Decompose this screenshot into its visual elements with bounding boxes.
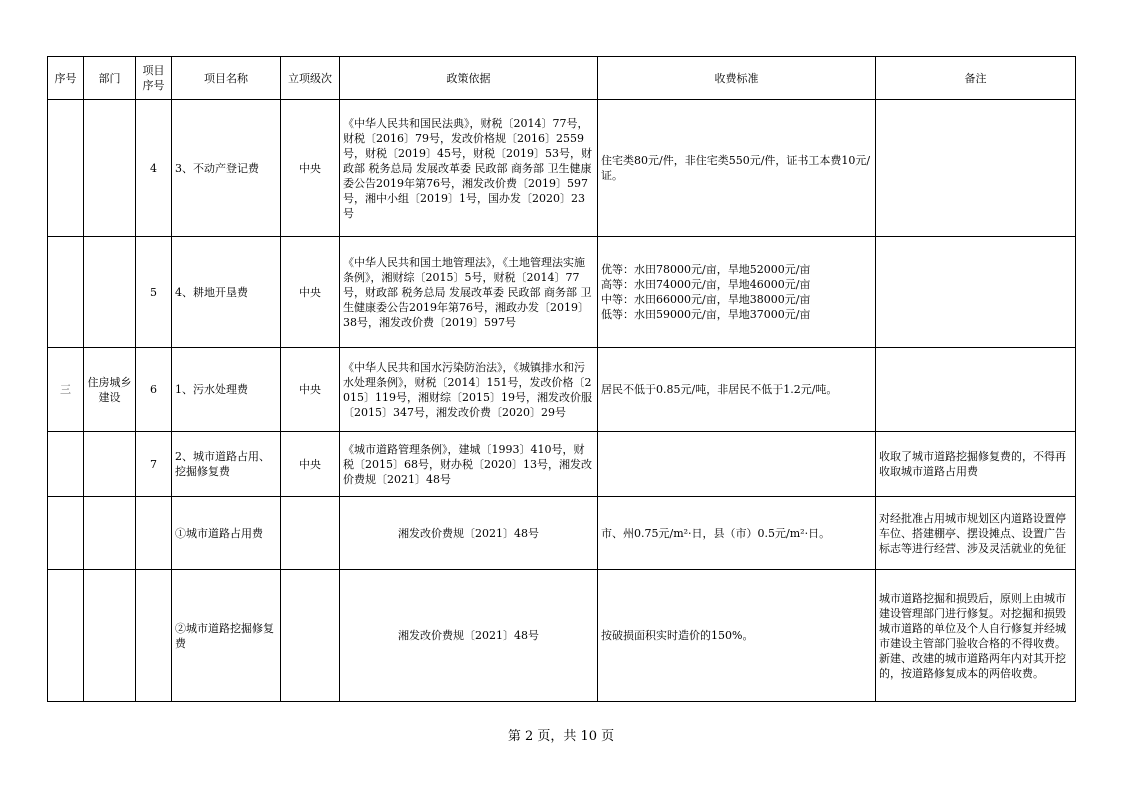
- cell-item-name: 1、污水处理费: [172, 348, 281, 432]
- cell-standard: 住宅类80元/件，非住宅类550元/件，证书工本费10元/证。: [598, 100, 876, 237]
- cell-policy: 《中华人民共和国民法典》，财税〔2014〕77号，财税〔2016〕79号，发改价格规〔2016〕2559号，财税〔2019〕45号，财税〔2019〕53号，财政部 税务总局 发展改革委 民政部 商务部 卫生健康委公告2019年第76号，湘发改价费〔2019〕597号，湘中小组〔2019〕1号，国办发〔2020〕23号: [340, 100, 598, 237]
- cell-remark: [876, 100, 1076, 237]
- standard-line: 优等：水田78000元/亩，旱地52000元/亩: [601, 263, 811, 276]
- table-row: [48, 497, 1076, 570]
- standard-line: 高等：水田74000元/亩，旱地46000元/亩: [601, 278, 811, 291]
- header-policy: 政策依据: [340, 57, 598, 100]
- cell-item-seq: [136, 497, 172, 570]
- cell-dept: [84, 100, 136, 237]
- cell-policy: 湘发改价费规〔2021〕48号: [340, 570, 598, 702]
- cell-remark: 城市道路挖掘和损毁后，原则上由城市建设管理部门进行修复。对挖掘和损毁城市道路的单位及个人自行修复并经城市建设主管部门验收合格的不得收费。新建、改建的城市道路两年内对其开挖的，按道路修复成本的两倍收费。: [876, 570, 1076, 702]
- cell-policy: 《中华人民共和国水污染防治法》，《城镇排水和污水处理条例》，财税〔2014〕151号，发改价格〔2015〕119号，湘财综〔2015〕19号，湘发改价服〔2015〕347号，湘发改价费〔2020〕29号: [340, 348, 598, 432]
- cell-level: 中央: [281, 348, 340, 432]
- cell-remark: 对经批准占用城市规划区内道路设置停车位、搭建棚亭、摆设摊点、设置广告标志等进行经营、涉及灵活就业的免征: [876, 497, 1076, 570]
- cell-standard: 按破损面积实时造价的150%。: [598, 570, 876, 702]
- cell-item-seq: [136, 570, 172, 702]
- cell-item-name: ②城市道路挖掘修复费: [172, 570, 281, 702]
- cell-remark: 收取了城市道路挖掘修复费的，不得再收取城市道路占用费: [876, 432, 1076, 497]
- cell-item-seq: 5: [136, 237, 172, 348]
- cell-standard: 居民不低于0.85元/吨，非居民不低于1.2元/吨。: [598, 348, 876, 432]
- cell-dept: [84, 570, 136, 702]
- cell-item-name: ①城市道路占用费: [172, 497, 281, 570]
- cell-seq: [48, 432, 84, 497]
- header-row: [48, 57, 1076, 100]
- cell-policy: 湘发改价费规〔2021〕48号: [340, 497, 598, 570]
- cell-level: 中央: [281, 432, 340, 497]
- page-footer: 第 2 页，共 10 页: [507, 729, 615, 744]
- cell-seq: [48, 237, 84, 348]
- fee-table: [47, 56, 1076, 702]
- header-level: 立项级次: [281, 57, 340, 100]
- cell-dept: 住房城乡建设: [84, 348, 136, 432]
- cell-dept: [84, 497, 136, 570]
- cell-item-name: 3、不动产登记费: [172, 100, 281, 237]
- table-row: [48, 100, 1076, 237]
- cell-level: 中央: [281, 237, 340, 348]
- header-remark: 备注: [876, 57, 1076, 100]
- cell-standard: [598, 237, 876, 348]
- header-item-name: 项目名称: [172, 57, 281, 100]
- table-row: [48, 348, 1076, 432]
- cell-level: [281, 497, 340, 570]
- cell-policy: 《城市道路管理条例》，建城〔1993〕410号，财税〔2015〕68号，财办税〔2020〕13号，湘发改价费规〔2021〕48号: [340, 432, 598, 497]
- header-standard: 收费标准: [598, 57, 876, 100]
- cell-item-seq: 7: [136, 432, 172, 497]
- cell-seq: [48, 497, 84, 570]
- cell-seq: [48, 100, 84, 237]
- cell-seq: 三: [48, 348, 84, 432]
- header-item-seq: 项目序号: [136, 57, 172, 100]
- cell-remark: [876, 348, 1076, 432]
- table-row: [48, 432, 1076, 497]
- cell-level: 中央: [281, 100, 340, 237]
- cell-item-seq: 6: [136, 348, 172, 432]
- header-seq: 序号: [48, 57, 84, 100]
- cell-dept: [84, 432, 136, 497]
- table-row: [48, 237, 1076, 348]
- cell-item-seq: 4: [136, 100, 172, 237]
- cell-standard: [598, 432, 876, 497]
- header-dept: 部门: [84, 57, 136, 100]
- cell-seq: [48, 570, 84, 702]
- cell-item-name: 2、城市道路占用、挖掘修复费: [172, 432, 281, 497]
- cell-policy: 《中华人民共和国土地管理法》，《土地管理法实施条例》，湘财综〔2015〕5号，财税〔2014〕77号，财政部 税务总局 发展改革委 民政部 商务部 卫生健康委公告2019年第76号，湘政办发〔2019〕38号，湘发改价费〔2019〕597号: [340, 237, 598, 348]
- standard-line: 中等：水田66000元/亩，旱地38000元/亩: [601, 293, 811, 306]
- cell-level: [281, 570, 340, 702]
- table-row: [48, 570, 1076, 702]
- standard-line: 低等：水田59000元/亩，旱地37000元/亩: [601, 308, 811, 321]
- cell-standard: 市、州0.75元/m²·日，县（市）0.5元/m²·日。: [598, 497, 876, 570]
- cell-item-name: 4、耕地开垦费: [172, 237, 281, 348]
- cell-dept: [84, 237, 136, 348]
- cell-remark: [876, 237, 1076, 348]
